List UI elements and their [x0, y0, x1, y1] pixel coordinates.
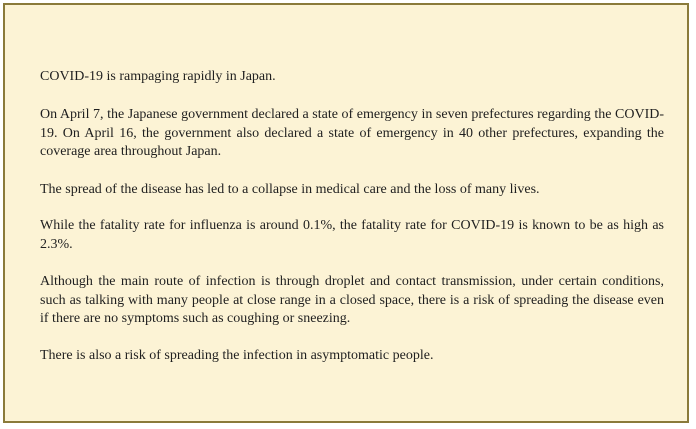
paragraph-medical-collapse: The spread of the disease has led to a collapse in medical care and the loss of many lives.: [40, 182, 540, 197]
paragraph-fatality-rate: While the fatality rate for influenza is around 0.1%, the fatality rate for COVID-19 is known to be as high as 2.3%.: [40, 218, 664, 252]
paragraph-emergency-declaration: On April 7, the Japanese government declared a state of emergency in seven prefectures regarding the COVID-19. On April 16, the government also declared a state of emergency in 40 other prefectures, expanding the coverage area throughout Japan.: [40, 107, 664, 159]
paragraph-intro: COVID-19 is rampaging rapidly in Japan.: [40, 69, 276, 84]
paragraph-infection-route: Although the main route of infection is through droplet and contact transmission, under certain conditions, such as talking with many people at close range in a closed space, there is a risk of spreading the disease even if there are no symptoms such as coughing or sneezing.: [40, 274, 664, 326]
paragraph-asymptomatic: There is also a risk of spreading the infection in asymptomatic people.: [40, 348, 434, 363]
notice-box: [3, 3, 689, 423]
